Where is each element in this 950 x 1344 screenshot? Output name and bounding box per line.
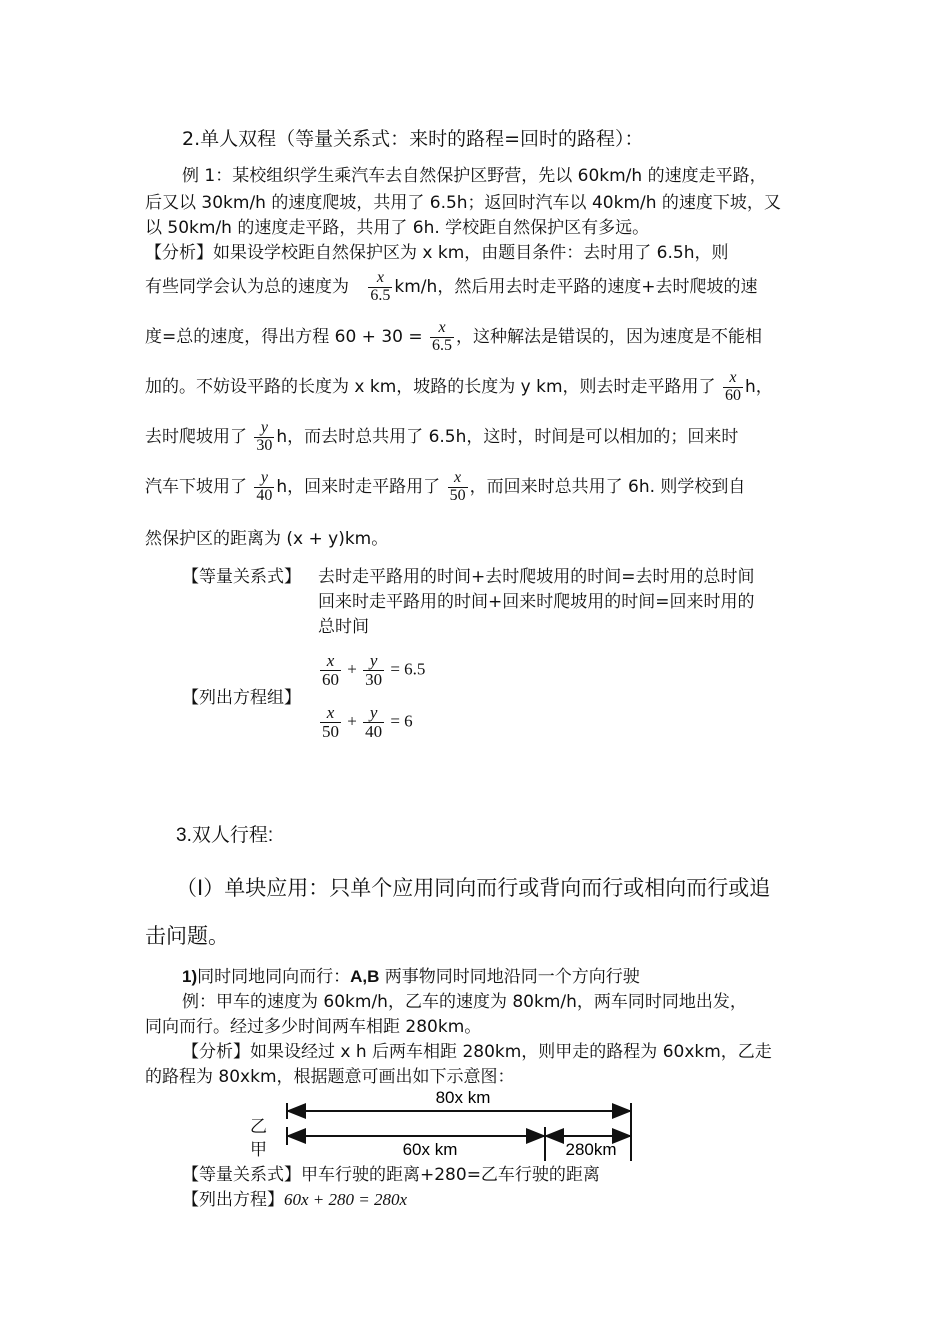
plus-sign: + (347, 659, 357, 679)
bottom-left-label: 60x km (402, 1140, 458, 1159)
item-number: 1) (182, 967, 198, 986)
fraction-denominator: 60 (322, 669, 339, 689)
equation-line (182, 1188, 407, 1212)
label-yi: 乙 (250, 1117, 267, 1137)
fraction (448, 470, 468, 505)
example-line: 例 1：某校组织学生乘汽车去自然保护区野营，先以 60km/h 的速度走平路， (182, 166, 767, 186)
fraction-numerator: y (254, 470, 274, 488)
example-line: 例：甲车的速度为 60km/h，乙车的速度为 80km/h，两车同时同地出发， (182, 992, 747, 1012)
analysis-text: h，回来时走平路用了 (276, 477, 441, 497)
fraction-denominator: 30 (365, 669, 383, 689)
equation-rhs: = 6 (390, 711, 413, 731)
relation-label: 【等量关系式】 (182, 567, 301, 587)
fraction (368, 270, 392, 305)
subsection-line: （Ⅰ）单块应用：只单个应用同向而行或背向而行或相向而行或追 (176, 876, 771, 900)
fraction-denominator: 50 (449, 486, 466, 504)
system-equation-1 (318, 652, 425, 689)
fraction-numerator: x (448, 470, 468, 488)
fraction-numerator: y (363, 704, 384, 723)
analysis-line (145, 312, 762, 362)
fraction-denominator: 6.5 (370, 286, 391, 304)
analysis-text: 有些同学会认为总的速度为 (145, 277, 349, 297)
item-label: A,B (350, 967, 380, 986)
analysis-text: 加的。不妨设平路的长度为 x km，坡路的长度为 y km，则去时走平路用了 (145, 377, 716, 397)
item-heading (182, 965, 640, 989)
analysis-line: 【分析】如果设学校距自然保护区为 x km，由题目条件：去时用了 6.5h，则 (145, 243, 729, 263)
fraction-numerator: x (320, 704, 341, 723)
plus-sign: + (347, 711, 357, 731)
example-line: 同向而行。经过多少时间两车相距 280km。 (145, 1017, 482, 1037)
item-text: 两事物同时同地沿同一个方向行驶 (379, 967, 640, 987)
analysis-line: 【分析】如果设经过 x h 后两车相距 280km，则甲走的路程为 60xkm，乙走 (182, 1042, 772, 1062)
analysis-text: ，这种解法是错误的，因为速度是不能相 (456, 327, 763, 347)
fraction (363, 704, 384, 741)
top-label: 80x km (435, 1088, 491, 1107)
fraction-numerator: y (363, 652, 384, 671)
example-line: 后又以 30km/h 的速度爬坡，共用了 6.5h；返回时汽车以 40km/h 的速度下坡，又 (145, 193, 781, 213)
relation-line: 回来时走平路用的时间+回来时爬坡用的时间=回来时用的 (318, 592, 755, 612)
fraction-denominator: 60 (724, 386, 741, 404)
analysis-line (145, 262, 758, 312)
item-text: 同时同地同向而行： (197, 967, 351, 987)
analysis-text: 去时爬坡用了 (145, 427, 247, 447)
system-equation-2 (318, 704, 413, 741)
analysis-line (145, 412, 738, 462)
fraction (363, 652, 384, 689)
bottom-right-label: 280km (565, 1140, 617, 1159)
fraction (254, 470, 274, 505)
fraction-numerator: x (430, 320, 454, 338)
analysis-text: ，而回来时总共用了 6h. 则学校到自 (469, 477, 746, 497)
analysis-text: h， (744, 377, 773, 397)
fraction-denominator: 40 (256, 486, 273, 504)
fraction-denominator: 30 (256, 436, 273, 454)
fraction (723, 370, 743, 405)
fraction-numerator: x (723, 370, 743, 388)
fraction-denominator: 50 (322, 721, 339, 741)
relation-line: 去时走平路用的时间+去时爬坡用的时间=去时用的总时间 (318, 567, 755, 587)
subsection-line: 击问题。 (145, 924, 229, 948)
analysis-line: 的路程为 80xkm，根据题意可画出如下示意图： (145, 1067, 515, 1087)
section-3-heading: 3.双人行程: (176, 825, 274, 846)
fraction (254, 420, 274, 455)
equation: 60x + 280 = 280x (284, 1190, 408, 1209)
fraction-numerator: x (320, 652, 341, 671)
label-jia: 甲 (250, 1140, 267, 1160)
relation-line: 总时间 (318, 617, 369, 637)
equation-rhs: = 6.5 (390, 659, 426, 679)
fraction (320, 652, 341, 689)
analysis-text: km/h，然后用去时走平路的速度+去时爬坡的速 (394, 277, 758, 297)
fraction-numerator: x (368, 270, 392, 288)
system-label: 【列出方程组】 (182, 688, 301, 708)
fraction-denominator: 6.5 (432, 336, 453, 354)
analysis-text: h，而去时总共用了 6.5h，这时，时间是可以相加的；回来时 (276, 427, 739, 447)
relation-line: 【等量关系式】甲车行驶的距离+280=乙车行驶的距离 (182, 1165, 600, 1185)
fraction (430, 320, 454, 355)
analysis-text: 度=总的速度，得出方程 60 + 30 = (145, 327, 423, 347)
section-2-heading: 2.单人双程（等量关系式：来时的路程=回时的路程）： (182, 128, 644, 150)
distance-diagram (280, 1085, 650, 1165)
analysis-line: 然保护区的距离为 (x + y)km。 (145, 529, 389, 549)
equation-label: 【列出方程】 (182, 1190, 284, 1210)
analysis-line (145, 462, 745, 512)
example-line: 以 50km/h 的速度走平路，共用了 6h. 学校距自然保护区有多远。 (145, 218, 650, 238)
analysis-text: 汽车下坡用了 (145, 477, 247, 497)
fraction (320, 704, 341, 741)
fraction-numerator: y (254, 420, 274, 438)
fraction-denominator: 40 (365, 721, 383, 741)
analysis-line (145, 362, 773, 412)
